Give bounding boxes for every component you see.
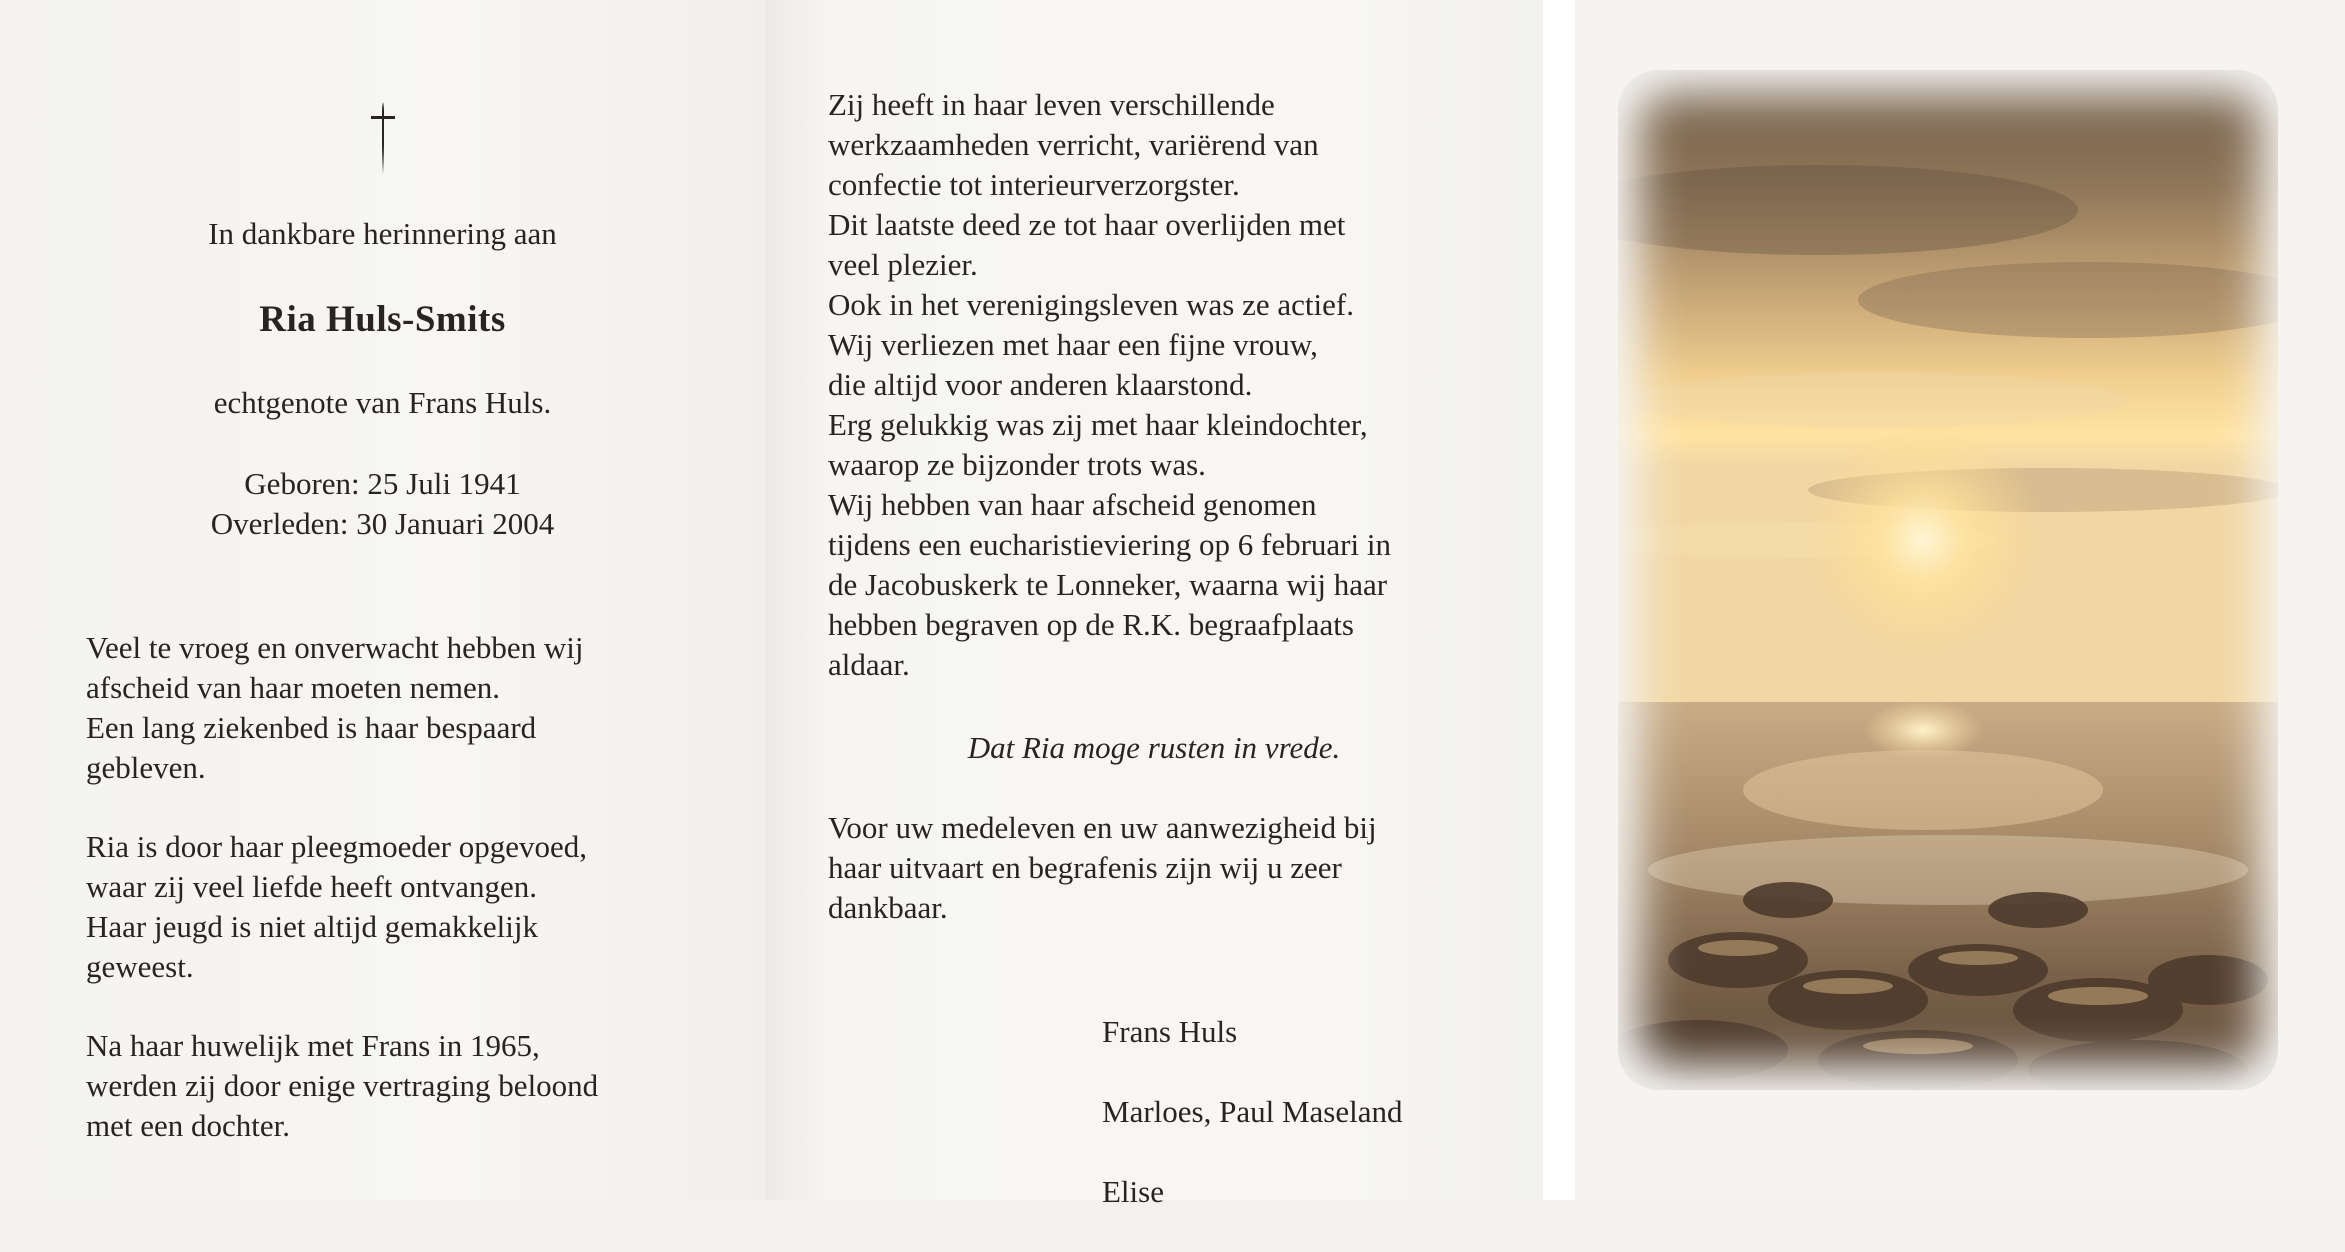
paragraph-1: Veel te vroeg en onverwacht hebben wij afscheid van haar moeten nemen. Een lang ziekenbed is haar bespaard gebleven.	[86, 630, 584, 785]
card-left-panel	[0, 0, 765, 1200]
deceased-name: Ria Huls-Smits	[259, 299, 506, 340]
paragraph-2: Ria is door haar pleegmoeder opgevoed, waar zij veel liefde heeft ontvangen. Haar jeugd is niet altijd gemakkelijk geweest.	[86, 829, 587, 984]
signature-line: Elise	[1102, 1174, 1164, 1209]
spouse-text: echtgenote van Frans Huls.	[213, 385, 552, 420]
paragraph-3: Na haar huwelijk met Frans in 1965, werden zij door enige vertraging beloond met een dochter.	[86, 1028, 599, 1143]
signature-line: Marloes, Paul Maseland	[1102, 1094, 1403, 1129]
sunset-sea-photo	[1618, 70, 2278, 1090]
fold-gap	[1543, 0, 1575, 1200]
birth-date: Geboren: 25 Juli 1941	[244, 466, 521, 501]
thanks-paragraph: Voor uw medeleven en uw aanwezigheid bij haar uitvaart en begrafenis zijn wij u zeer dankbaar.	[828, 810, 1377, 925]
intro-text: In dankbare herinnering aan	[208, 216, 557, 251]
death-date: Overleden: 30 Januari 2004	[210, 506, 555, 541]
cross-icon	[368, 100, 398, 175]
prayer-line: Dat Ria moge rusten in vrede.	[967, 730, 1341, 765]
signatures	[1102, 972, 1402, 1252]
life-story-paragraph: Zij heeft in haar leven verschillende werkzaamheden verricht, variërend van confectie tot interieurverzorgster. Dit laatste deed ze tot haar overlijden met veel plezier. Ook in het verenigingsleven was ze actief. Wij verliezen met haar een fijne vrouw, die altijd voor anderen klaarstond. Erg gelukkig was zij met haar kleindochter, waarop ze bijzonder trots was. Wij hebben van haar afscheid genomen tijdens een eucharistieviering op 6 februari in de Jacobuskerk te Lonneker, waarna wij haar hebben begraven op de R.K. begraafplaats aldaar.	[828, 87, 1391, 682]
signature-line: Frans Huls	[1102, 1014, 1238, 1049]
card-middle-panel	[765, 0, 1543, 1209]
